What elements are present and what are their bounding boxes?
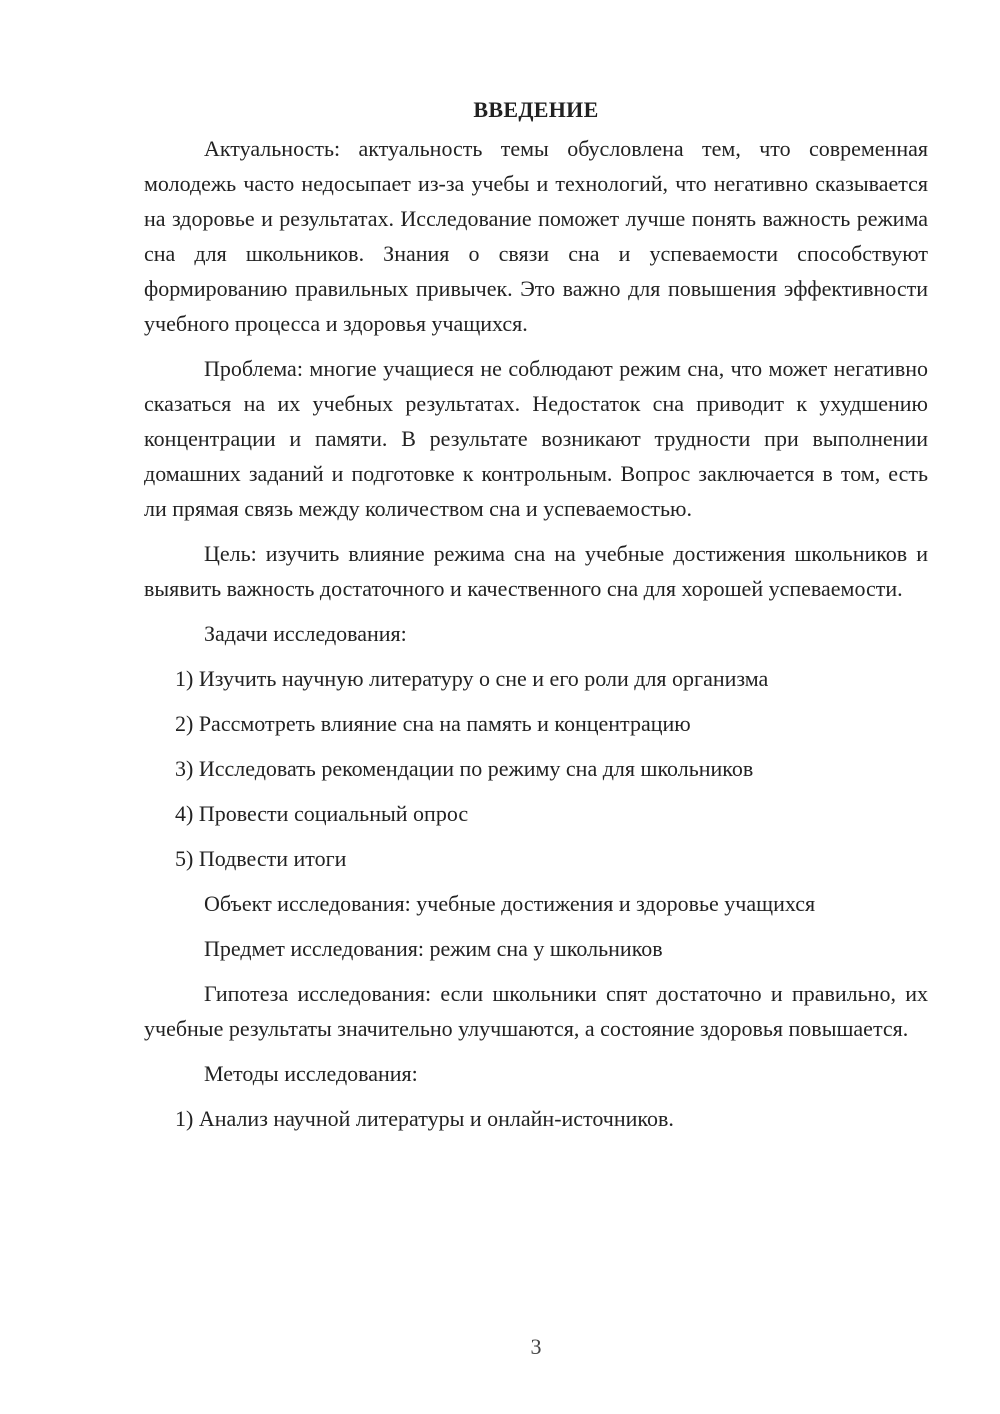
research-object: Объект исследования: учебные достижения и здоровье учащихся: [204, 891, 816, 916]
task-item: 3) Исследовать рекомендации по режиму сна для школьников: [175, 756, 754, 781]
hypothesis-paragraph: Гипотеза исследования: если школьники спят достаточно и правильно, их учебные результаты значительно улучшаются, а состояние здоровья повышается.: [144, 981, 928, 1041]
goal-paragraph: Цель: изучить влияние режима сна на учебные достижения школьников и выявить важность достаточного и качественного сна для хорошей успеваемости.: [144, 541, 928, 601]
methods-heading: Методы исследования:: [204, 1061, 418, 1086]
task-item: 2) Рассмотреть влияние сна на память и концентрацию: [175, 711, 691, 736]
problem-paragraph: Проблема: многие учащиеся не соблюдают режим сна, что может негативно сказаться на их учебных результатах. Недостаток сна приводит к ухудшению концентрации и памяти. В результате возникают трудности при выполнении домашних заданий и подготовке к контрольным. Вопрос заключается в том, есть ли прямая связь между количеством сна и успеваемостью.: [144, 356, 928, 521]
task-item: 4) Провести социальный опрос: [175, 801, 469, 826]
tasks-heading: Задачи исследования:: [204, 621, 407, 646]
method-item: 1) Анализ научной литературы и онлайн-источников.: [175, 1106, 674, 1131]
task-item: 5) Подвести итоги: [175, 846, 347, 871]
research-subject: Предмет исследования: режим сна у школьников: [204, 936, 663, 961]
page-number: 3: [530, 1334, 542, 1359]
section-title: ВВЕДЕНИЕ: [473, 97, 599, 122]
relevance-paragraph: Актуальность: актуальность темы обусловлена тем, что современная молодежь часто недосыпает из-за учебы и технологий, что негативно сказывается на здоровье и результатах. Исследование поможет лучше понять важность режима сна для школьников. Знания о связи сна и успеваемости способствуют формированию правильных привычек. Это важно для повышения эффективности учебного процесса и здоровья учащихся.: [144, 136, 928, 336]
task-item: 1) Изучить научную литературу о сне и его роли для организма: [175, 666, 769, 691]
document-page: [144, 92, 928, 1146]
